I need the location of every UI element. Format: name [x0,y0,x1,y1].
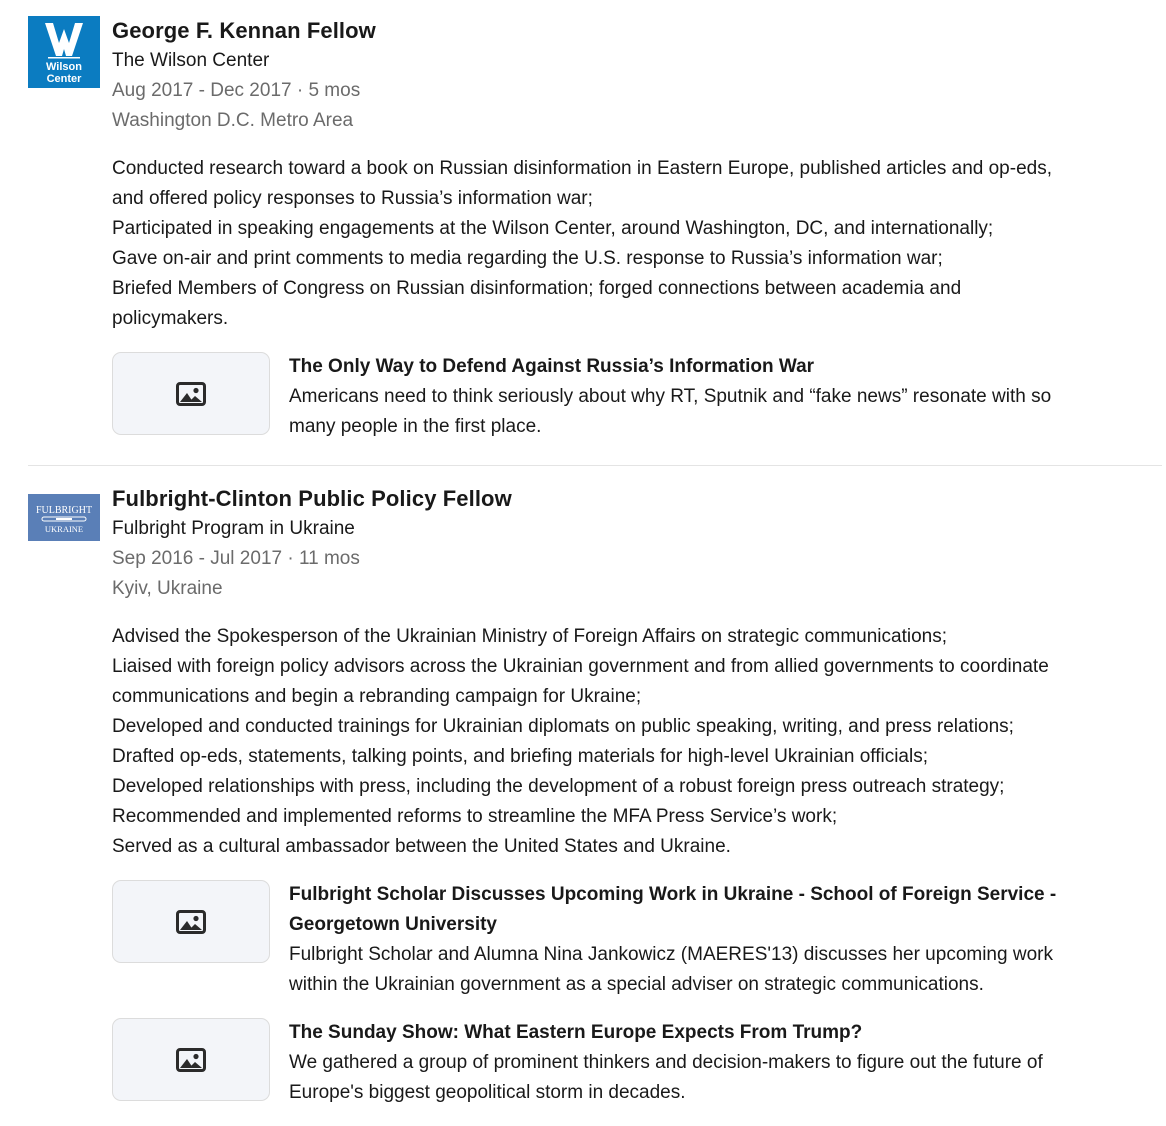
media-description: many people in the first place. [289,416,542,437]
divider [28,465,1162,466]
description-line: Briefed Members of Congress on Russian disinformation; forged connections between academia and [112,278,962,299]
location: Washington D.C. Metro Area [112,110,354,131]
media-thumbnail[interactable] [112,352,270,435]
media-title[interactable]: The Only Way to Defend Against Russia’s Information War [289,356,815,377]
location: Kyiv, Ukraine [112,578,223,599]
position-title: George F. Kennan Fellow [112,18,376,43]
media-thumbnail[interactable] [112,880,270,963]
media-title[interactable]: Fulbright Scholar Discusses Upcoming Work in Ukraine - School of Foreign Service - [289,884,1057,905]
description-line: Developed relationships with press, including the development of a robust foreign press outreach strategy; [112,776,1005,797]
fulbright-ukraine-logo[interactable] [28,494,100,541]
svg-text:UKRAINE: UKRAINE [44,524,84,534]
description-line: Served as a cultural ambassador between the United States and Ukraine. [112,836,731,857]
description-line: Participated in speaking engagements at the Wilson Center, around Washington, DC, and internationally; [112,218,994,239]
wilson-center-logo-mark [28,16,100,88]
media-title[interactable]: The Sunday Show: What Eastern Europe Expects From Trump? [289,1022,863,1043]
organization-name: Fulbright Program in Ukraine [112,518,355,539]
description-line: policymakers. [112,308,229,329]
description-line: and offered policy responses to Russia’s information war; [112,188,593,209]
date-range: Aug 2017 - Dec 2017 · 5 mos [112,80,361,101]
description-line: Conducted research toward a book on Russian disinformation in Eastern Europe, published articles and op-eds, [112,158,1052,179]
media-description: within the Ukrainian government as a special adviser on strategic communications. [289,974,984,995]
description-line: Advised the Spokesperson of the Ukrainian Ministry of Foreign Affairs on strategic communications; [112,626,947,647]
media-description: Europe's biggest geopolitical storm in decades. [289,1082,686,1103]
media-link[interactable] [112,880,1162,1000]
svg-text:FULBRIGHT: FULBRIGHT [35,505,93,516]
image-icon [176,910,206,934]
position-title: Fulbright-Clinton Public Policy Fellow [112,486,512,511]
description-line: Drafted op-eds, statements, talking points, and briefing materials for high-level Ukrainian officials; [112,746,928,767]
media-link[interactable] [112,352,1162,442]
media-description: Americans need to think seriously about why RT, Sputnik and “fake news” resonate with so [289,386,1052,407]
description-line: Developed and conducted trainings for Ukrainian diplomats on public speaking, writing, and press relations; [112,716,1014,737]
date-range: Sep 2016 - Jul 2017 · 11 mos [112,548,360,569]
description [112,154,1162,334]
description-line: Recommended and implemented reforms to streamline the MFA Press Service’s work; [112,806,838,827]
description-line: Liaised with foreign policy advisors across the Ukrainian government and from allied governments to coordinate [112,656,1049,677]
description-line: communications and begin a rebranding campaign for Ukraine; [112,686,642,707]
organization-name: The Wilson Center [112,50,270,71]
media-description: Fulbright Scholar and Alumna Nina Jankowicz (MAERES'13) discusses her upcoming work [289,944,1053,965]
media-title[interactable]: Georgetown University [289,914,497,935]
image-icon [176,382,206,406]
svg-text:Wilson: Wilson [46,61,82,73]
image-icon [176,1048,206,1072]
media-link[interactable] [112,1018,1162,1108]
svg-text:Center: Center [46,73,82,85]
media-thumbnail[interactable] [112,1018,270,1101]
description-line: Gave on-air and print comments to media regarding the U.S. response to Russia’s information war; [112,248,943,269]
description [112,622,1162,862]
fulbright-ukraine-logo-mark [28,494,100,541]
media-description: We gathered a group of prominent thinkers and decision-makers to figure out the future of [289,1052,1043,1073]
wilson-center-logo[interactable] [28,16,100,88]
